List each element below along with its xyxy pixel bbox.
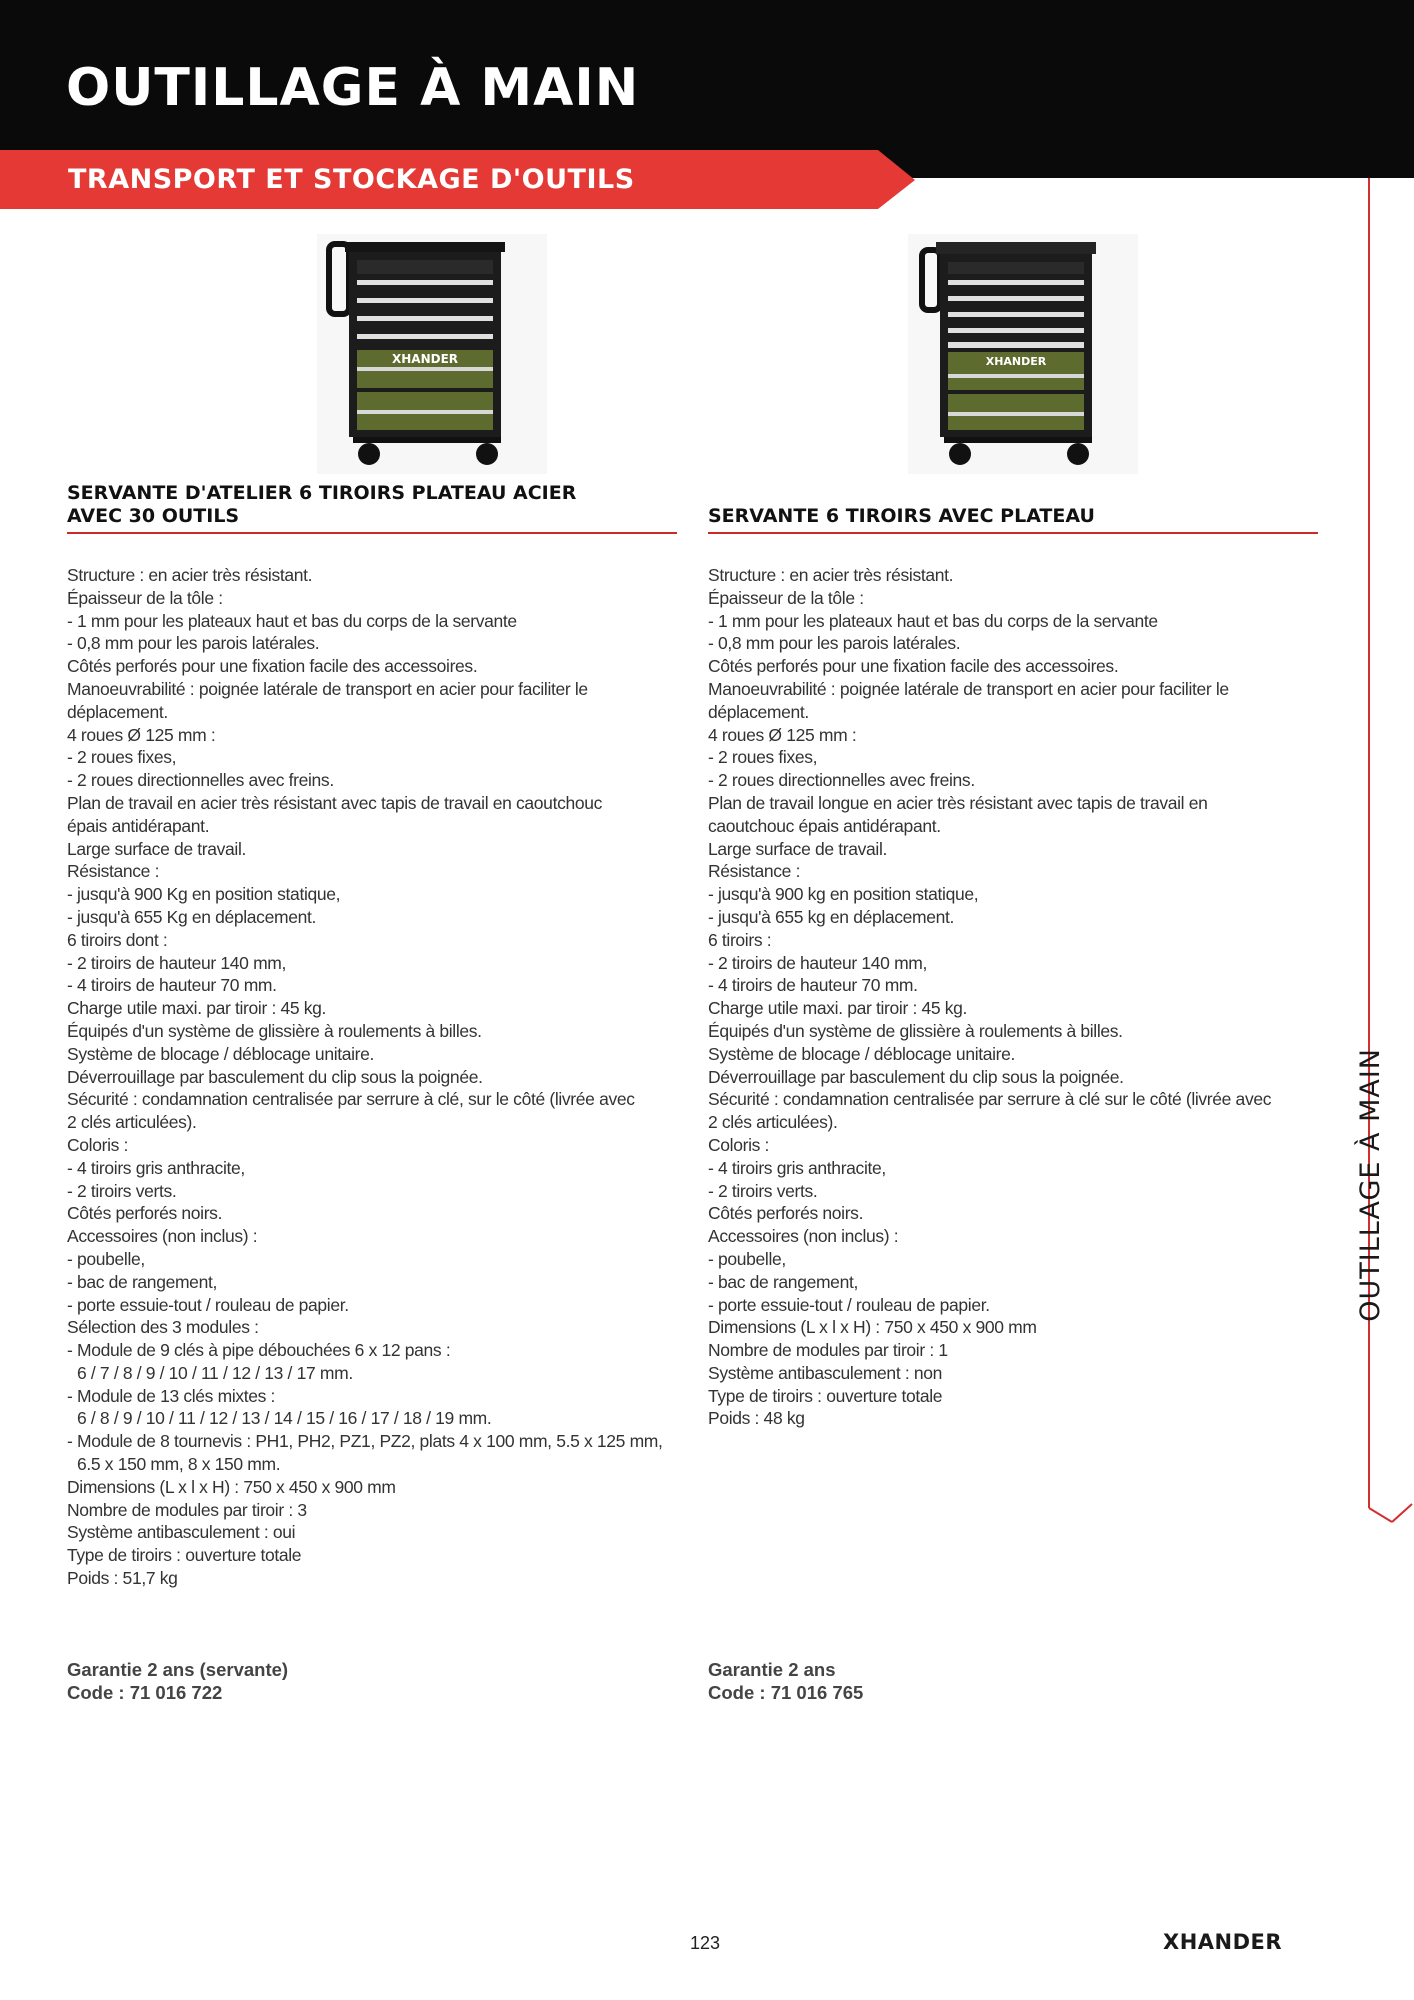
product-footer (67, 1658, 288, 1704)
spec-line: Large surface de travail. (67, 838, 246, 859)
product-specs (67, 564, 682, 1590)
product-image (67, 230, 677, 470)
spec-line: déplacement. (708, 701, 809, 722)
spec-line: Poids : 48 kg (708, 1408, 805, 1429)
product-title (708, 505, 1095, 528)
spec-line: Système de blocage / déblocage unitaire. (708, 1043, 1016, 1064)
spec-line: - 4 tiroirs de hauteur 70 mm. (708, 975, 918, 996)
spec-line: Structure : en acier très résistant. (708, 565, 954, 585)
product-code: Code : 71 016 722 (67, 1682, 223, 1703)
spec-line: - 2 roues directionnelles avec freins. (67, 770, 334, 791)
product-footer (708, 1658, 863, 1704)
spec-line: 6 tiroirs : (708, 929, 772, 950)
spec-line: - jusqu'à 900 kg en position statique, (708, 884, 979, 905)
spec-line: Large surface de travail. (708, 838, 887, 859)
side-tab-label: OUTILLAGE À MAIN (1355, 1048, 1386, 1322)
spec-line: Coloris : (67, 1134, 129, 1155)
spec-line: 4 roues Ø 125 mm : (67, 724, 216, 745)
page-title: OUTILLAGE À MAIN (66, 58, 640, 118)
spec-line: Sécurité : condamnation centralisée par serrure à clé, sur le côté (livrée avec (67, 1089, 635, 1110)
spec-line: - 1 mm pour les plateaux haut et bas du corps de la servante (67, 610, 517, 631)
spec-line: - 4 tiroirs gris anthracite, (708, 1157, 886, 1178)
cabinet-brand-label: XHANDER (985, 355, 1047, 368)
spec-line: - poubelle, (67, 1248, 145, 1269)
spec-line: Charge utile maxi. par tiroir : 45 kg. (708, 998, 968, 1019)
spec-line: Résistance : (708, 861, 801, 882)
spec-line: 2 clés articulées). (67, 1112, 197, 1133)
spec-line: Côtés perforés pour une fixation facile des accessoires. (67, 656, 478, 677)
product-title-block (67, 484, 677, 534)
product-image (708, 230, 1318, 470)
spec-line: Nombre de modules par tiroir : 3 (67, 1499, 307, 1520)
spec-line: Accessoires (non inclus) : (708, 1226, 899, 1247)
spec-line: 4 roues Ø 125 mm : (708, 724, 857, 745)
spec-line: épais antidérapant. (67, 815, 210, 836)
spec-line: - bac de rangement, (67, 1271, 217, 1292)
spec-line: Épaisseur de la tôle : (708, 587, 864, 608)
spec-line: Sélection des 3 modules : (67, 1317, 259, 1338)
spec-line: - 0,8 mm pour les parois latérales. (708, 633, 961, 654)
spec-line: déplacement. (67, 701, 168, 722)
spec-line: Système antibasculement : oui (67, 1522, 296, 1543)
spec-line: 6.5 x 150 mm, 8 x 150 mm. (77, 1454, 281, 1475)
spec-line: - Module de 9 clés à pipe débouchées 6 x 12 pans : (67, 1340, 451, 1361)
side-tab-decoration (1366, 178, 1414, 1528)
spec-line: - 4 tiroirs de hauteur 70 mm. (67, 975, 277, 996)
spec-line: - 2 tiroirs verts. (67, 1180, 177, 1201)
spec-line: - 2 roues directionnelles avec freins. (708, 770, 975, 791)
product-title (67, 482, 576, 528)
spec-line: Résistance : (67, 861, 160, 882)
spec-line: - 2 tiroirs de hauteur 140 mm, (67, 952, 287, 973)
spec-line: Type de tiroirs : ouverture totale (708, 1385, 943, 1406)
spec-line: Structure : en acier très résistant. (67, 565, 313, 585)
spec-line: - jusqu'à 655 kg en déplacement. (708, 906, 955, 927)
spec-line: Côtés perforés pour une fixation facile des accessoires. (708, 656, 1119, 677)
spec-line: - 4 tiroirs gris anthracite, (67, 1157, 245, 1178)
spec-line: Type de tiroirs : ouverture totale (67, 1545, 302, 1566)
spec-line: caoutchouc épais antidérapant. (708, 815, 941, 836)
spec-line: Manoeuvrabilité : poignée latérale de transport en acier pour faciliter le (708, 678, 1229, 699)
spec-line: Déverrouillage par basculement du clip sous la poignée. (67, 1066, 483, 1087)
product-specs (708, 564, 1323, 1430)
tool-cabinet-image (908, 234, 1138, 474)
spec-line: - jusqu'à 900 Kg en position statique, (67, 884, 341, 905)
spec-line: Équipés d'un système de glissière à roulements à billes. (708, 1020, 1123, 1041)
spec-line: 6 tiroirs dont : (67, 929, 168, 950)
spec-line: - 2 roues fixes, (708, 747, 818, 768)
spec-line: Plan de travail longue en acier très résistant avec tapis de travail en (708, 792, 1208, 813)
spec-line: Système antibasculement : non (708, 1362, 943, 1383)
guarantee-text: Garantie 2 ans (servante) (67, 1659, 289, 1680)
spec-line: Équipés d'un système de glissière à roulements à billes. (67, 1020, 482, 1041)
spec-line: Coloris : (708, 1134, 770, 1155)
spec-line: Côtés perforés noirs. (708, 1203, 864, 1224)
spec-line: 6 / 7 / 8 / 9 / 10 / 11 / 12 / 13 / 17 mm. (77, 1362, 353, 1383)
spec-line: Système de blocage / déblocage unitaire. (67, 1043, 375, 1064)
spec-line: - porte essuie-tout / rouleau de papier. (708, 1294, 990, 1315)
spec-line: - Module de 8 tournevis : PH1, PH2, PZ1, PZ2, plats 4 x 100 mm, 5.5 x 125 mm, (67, 1431, 663, 1452)
spec-line: - 2 tiroirs de hauteur 140 mm, (708, 952, 928, 973)
spec-line: Accessoires (non inclus) : (67, 1226, 258, 1247)
product-title-line: SERVANTE D'ATELIER 6 TIROIRS PLATEAU ACIER (67, 482, 577, 504)
product-card (67, 230, 677, 1703)
page-number: 123 (690, 1933, 721, 1953)
spec-line: - poubelle, (708, 1248, 786, 1269)
spec-line: Dimensions (L x l x H) : 750 x 450 x 900 mm (708, 1317, 1037, 1338)
spec-line: - 2 tiroirs verts. (708, 1180, 818, 1201)
spec-line: - Module de 13 clés mixtes : (67, 1385, 276, 1406)
section-title: TRANSPORT ET STOCKAGE D'OUTILS (68, 164, 635, 195)
spec-line: - 0,8 mm pour les parois latérales. (67, 633, 320, 654)
spec-line: - bac de rangement, (708, 1271, 858, 1292)
tool-cabinet-image (317, 234, 547, 474)
brand-logo: XHANDER (1163, 1930, 1283, 1954)
spec-line: Épaisseur de la tôle : (67, 587, 223, 608)
spec-line: - jusqu'à 655 Kg en déplacement. (67, 906, 316, 927)
spec-line: - 2 roues fixes, (67, 747, 177, 768)
spec-line: Plan de travail en acier très résistant avec tapis de travail en caoutchouc (67, 792, 603, 813)
spec-line: Dimensions (L x l x H) : 750 x 450 x 900 mm (67, 1476, 396, 1497)
product-title-line: SERVANTE 6 TIROIRS AVEC PLATEAU (708, 505, 1095, 527)
spec-line: - porte essuie-tout / rouleau de papier. (67, 1294, 349, 1315)
spec-line: Déverrouillage par basculement du clip sous la poignée. (708, 1066, 1124, 1087)
product-card (708, 230, 1318, 1703)
spec-line: Côtés perforés noirs. (67, 1203, 223, 1224)
spec-line: Poids : 51,7 kg (67, 1568, 178, 1589)
spec-line: - 1 mm pour les plateaux haut et bas du corps de la servante (708, 610, 1158, 631)
guarantee-text: Garantie 2 ans (708, 1659, 836, 1680)
spec-line: Nombre de modules par tiroir : 1 (708, 1340, 948, 1361)
product-title-line: AVEC 30 OUTILS (67, 505, 240, 527)
spec-line: Manoeuvrabilité : poignée latérale de transport en acier pour faciliter le (67, 678, 588, 699)
cabinet-brand-label: XHANDER (391, 352, 459, 366)
product-title-block (708, 484, 1318, 534)
spec-line: Sécurité : condamnation centralisée par serrure à clé sur le côté (livrée avec (708, 1089, 1272, 1110)
spec-line: Charge utile maxi. par tiroir : 45 kg. (67, 998, 327, 1019)
spec-line: 6 / 8 / 9 / 10 / 11 / 12 / 13 / 14 / 15 / 16 / 17 / 18 / 19 mm. (77, 1408, 492, 1429)
spec-line: 2 clés articulées). (708, 1112, 838, 1133)
product-code: Code : 71 016 765 (708, 1682, 864, 1703)
